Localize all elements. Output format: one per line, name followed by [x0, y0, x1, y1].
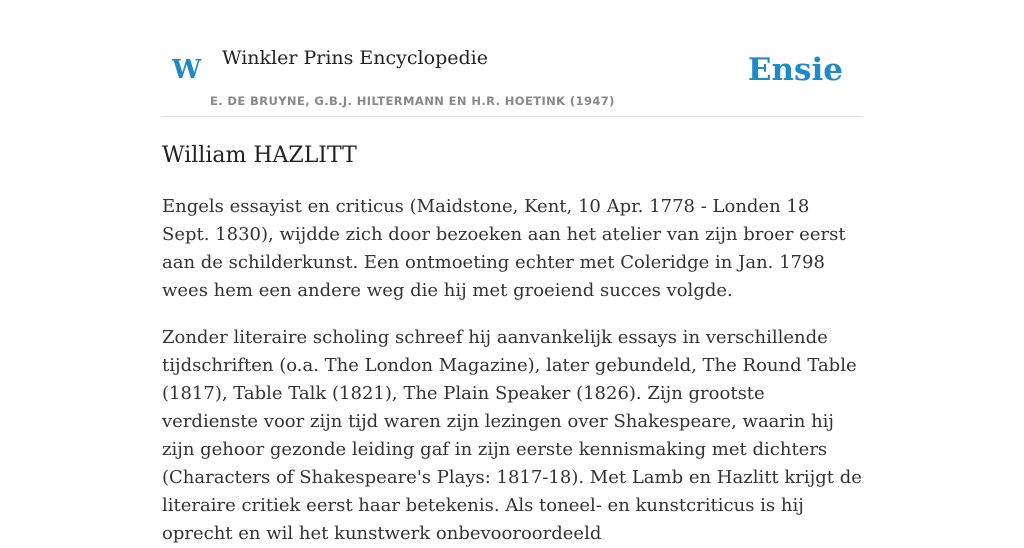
winkler-prins-logo[interactable]: W — [172, 55, 202, 85]
article-title: William HAZLITT — [162, 143, 357, 168]
site-header — [162, 0, 862, 117]
site-subtitle: E. DE BRUYNE, G.B.J. HILTERMANN EN H.R. HOETINK (1947) — [210, 94, 615, 108]
article-paragraph: Engels essayist en criticus (Maidstone, Kent, 10 Apr. 1778 - Londen 18 Sept. 1830), wijdde zich door bezoeken aan het atelier van zijn broer eerst aan de schilderkunst. Een ontmoeting echter met Coleridge in Jan. 1798 wees hem een andere weg die hij met groeiend succes volgde. — [162, 196, 846, 301]
article-paragraph: Zonder literaire scholing schreef hij aanvankelijk essays in verschillende tijdschriften (o.a. The London Magazine), later gebundeld, The Round Table (1817), Table Talk (1821), The Plain Speaker (1826). Zijn grootste verdienste voor zijn tijd waren zijn lezingen over Shakespeare, waarin hij zijn gehoor gezonde leiding gaf in zijn eerste kennismaking met dichters (Characters of Shakespeare's Plays: 1817-18). Met Lamb en Hazlitt krijgt de literaire critiek eerst haar betekenis. Als toneel- en kunstcriticus is hij oprecht en wil het kunstwerk onbevooroordeeld — [162, 327, 862, 544]
page — [162, 0, 862, 548]
site-title[interactable]: Winkler Prins Encyclopedie — [222, 47, 488, 69]
ensie-logo-link[interactable]: Ensie — [747, 52, 843, 88]
